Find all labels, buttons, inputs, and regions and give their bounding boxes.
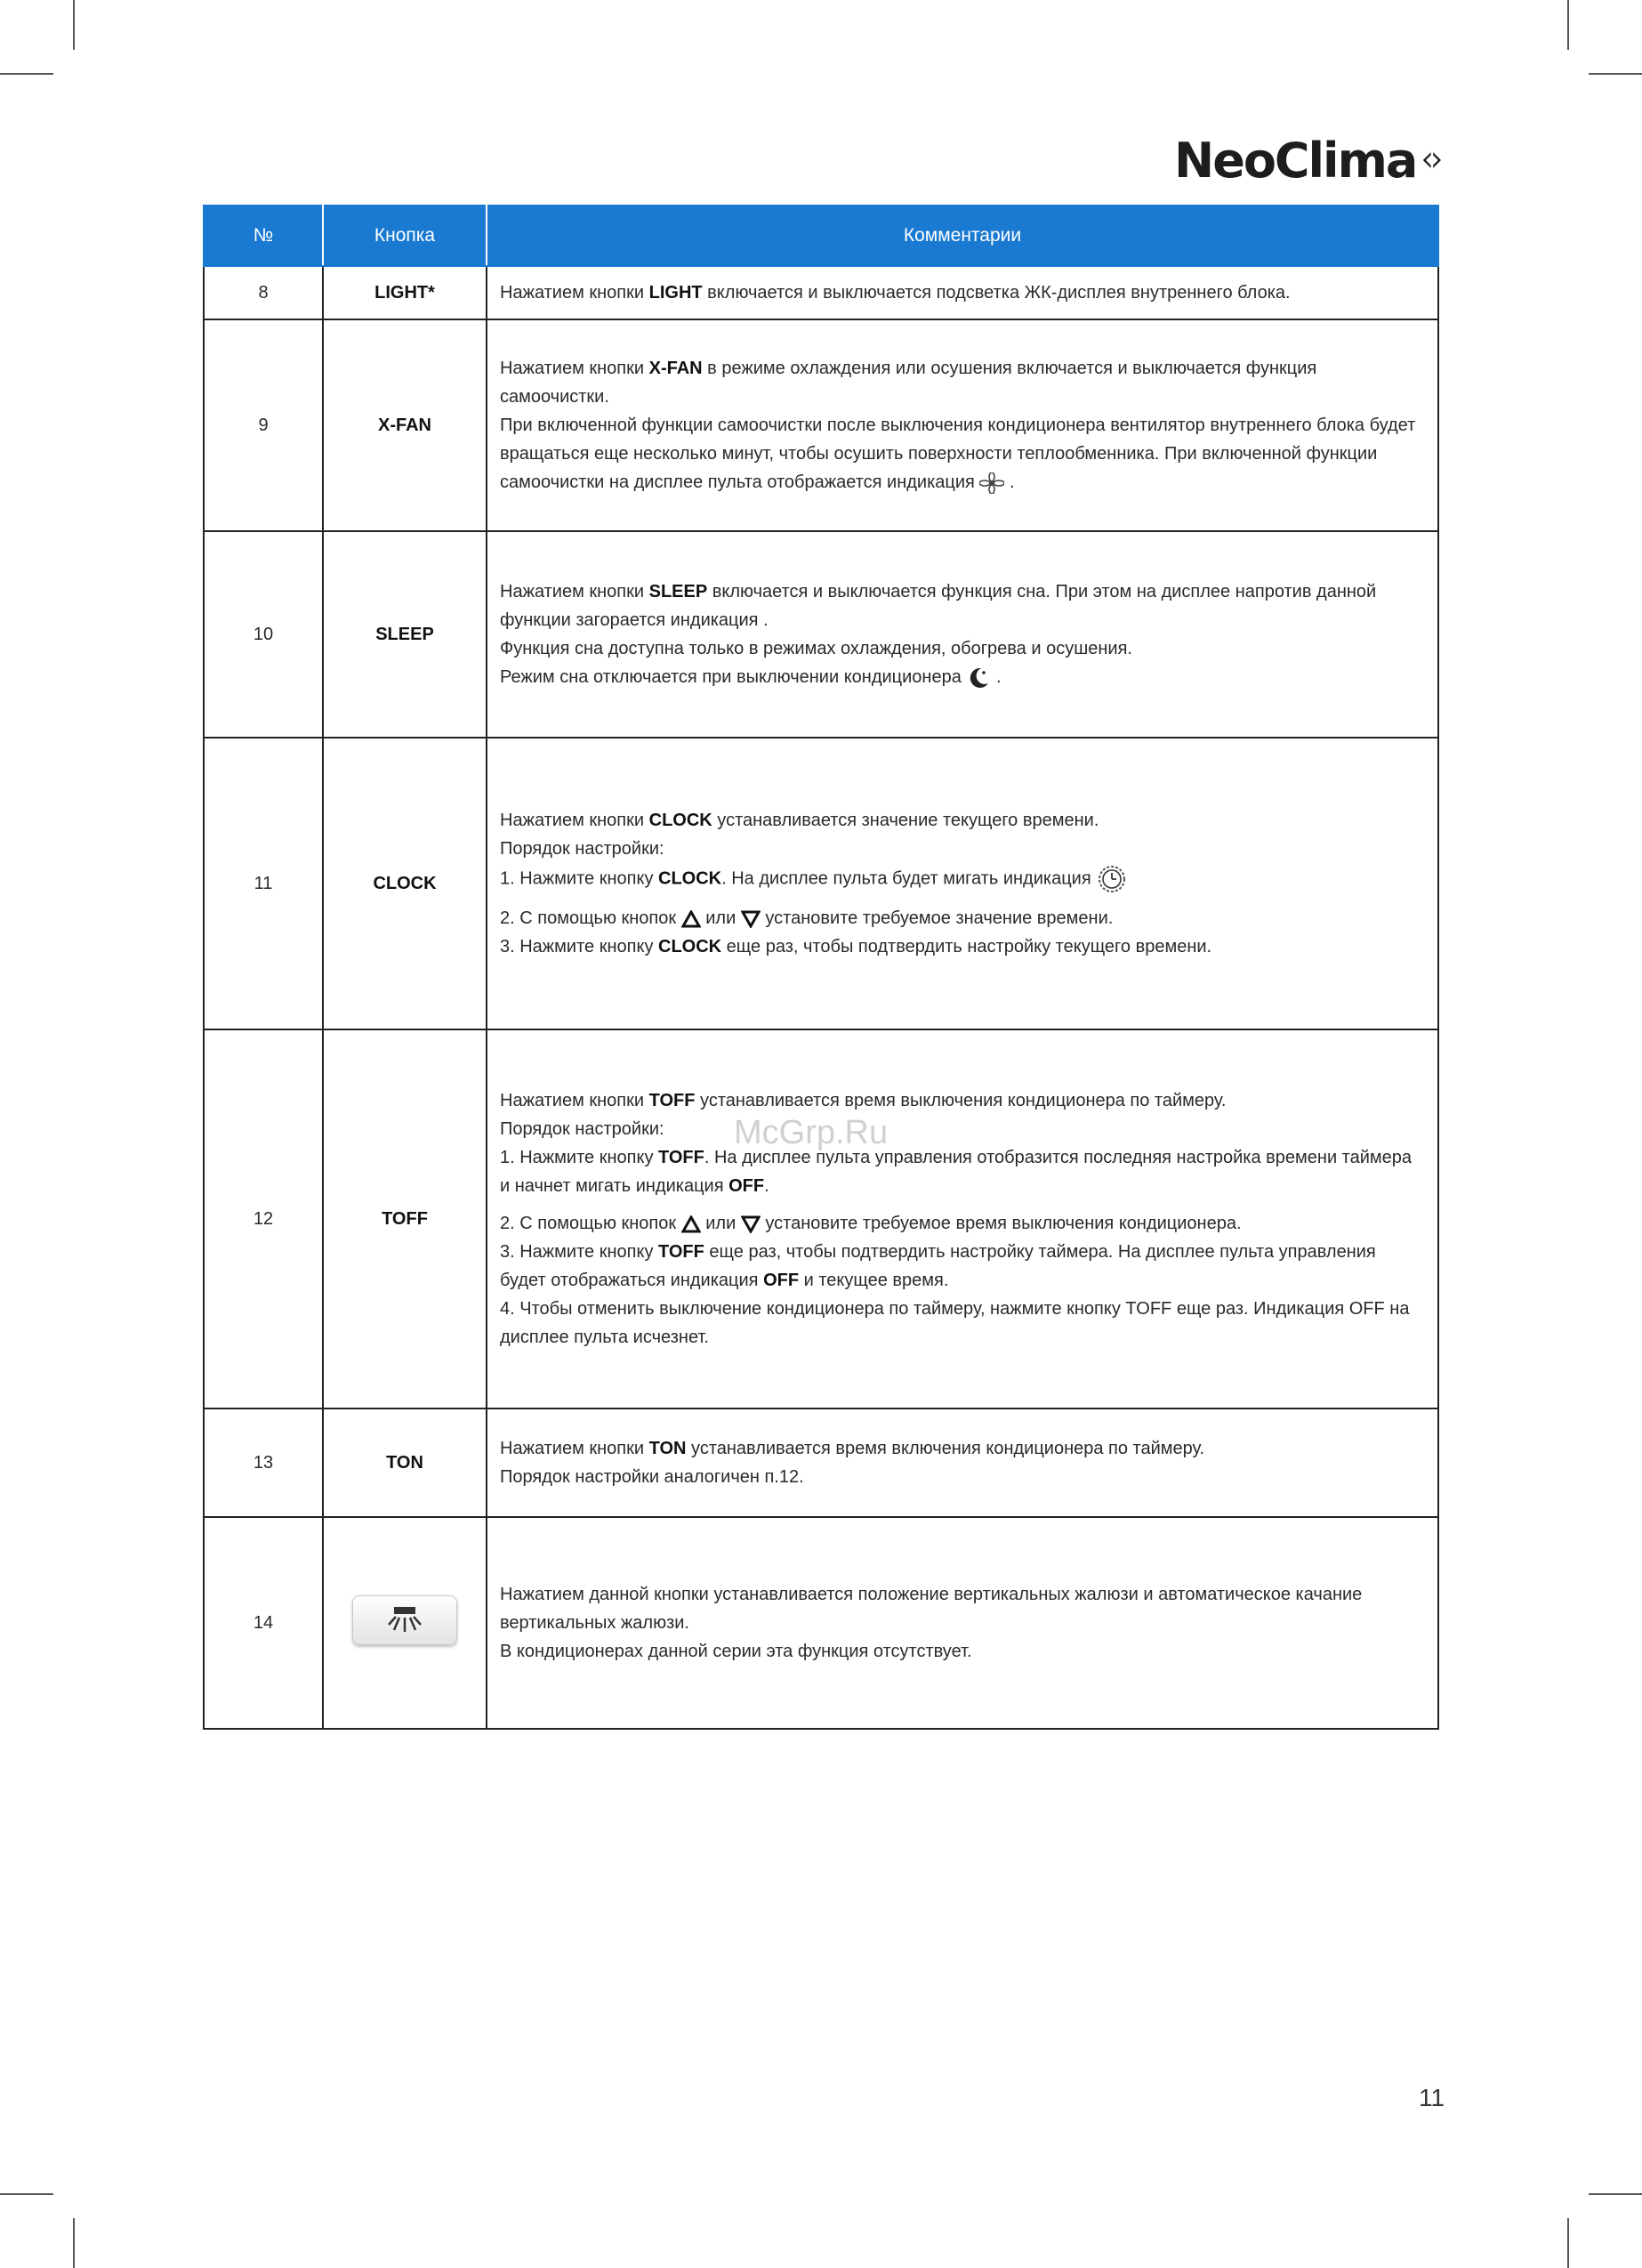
row-comment: Нажатием кнопки CLOCK устанавливается значение текущего времени. Порядок настройки: 1. Нажмите кнопку CLOCK. На дисплее пульта будет мигать индикация 2. С помощью кнопок или установите требуемое значение времени. 3. Нажмите кнопку CLOCK еще раз, чтобы подтвердить настройку текущего времени. (487, 738, 1438, 1029)
table-row (204, 1408, 1438, 1517)
row-comment: Нажатием данной кнопки устанавливается положение вертикальных жалюзи и автоматическое качание вертикальных жалюзи. В кондиционерах данной серии эта функция отсутствует. (487, 1517, 1438, 1729)
button-name: X-FAN (323, 319, 487, 531)
button-name: TOFF (323, 1029, 487, 1408)
crop-mark (0, 2193, 53, 2195)
row-number: 12 (204, 1029, 323, 1408)
row-comment: Нажатием кнопки LIGHT включается и выключается подсветка ЖК-дисплея внутреннего блока. (487, 266, 1438, 319)
header-comments: Комментарии (487, 206, 1438, 266)
table-row (204, 531, 1438, 738)
row-comment: Нажатием кнопки TON устанавливается время включения кондиционера по таймеру. Порядок настройки аналогичен п.12. (487, 1408, 1438, 1517)
triangle-down-icon (741, 910, 761, 928)
swing-louver-icon (387, 1605, 423, 1635)
buttons-table (203, 205, 1439, 1730)
header-button: Кнопка (323, 206, 487, 266)
table-row (204, 1517, 1438, 1729)
button-image-cell (323, 1517, 487, 1729)
brand-logo (1174, 125, 1441, 196)
triangle-down-icon (741, 1215, 761, 1233)
crop-mark (1589, 73, 1642, 75)
fan-icon (979, 472, 1004, 494)
triangle-up-icon (681, 910, 701, 928)
watermark: McGrp.Ru (734, 1114, 889, 1151)
row-number: 11 (204, 738, 323, 1029)
page-number: 11 (1419, 2084, 1445, 2111)
row-comment: Нажатием кнопки X-FAN в режиме охлаждения или осушения включается и выключается функция самоочистки. При включенной функции самоочистки после выключения кондиционера вентилятор внутреннего блока будет вращаться еще несколько минут, чтобы осушить поверхности теплообменника. При включенной функции самоочистки на дисплее пульта отображается индикация . (487, 319, 1438, 531)
triangle-up-icon (681, 1215, 701, 1233)
header-no: № (204, 206, 323, 266)
row-number: 9 (204, 319, 323, 531)
crop-mark (73, 0, 75, 50)
button-name: LIGHT* (323, 266, 487, 319)
row-number: 10 (204, 531, 323, 738)
row-comment: Нажатием кнопки SLEEP включается и выключается функция сна. При этом на дисплее напротив данной функции загорается индикация . Функция сна доступна только в режимах охлаждения, обогрева и осушения. Режим сна отключается при выключении кондиционера . (487, 531, 1438, 738)
swing-button-image (352, 1595, 457, 1645)
moon-icon (966, 666, 991, 690)
table-row (204, 1029, 1438, 1408)
crop-mark (1589, 2193, 1642, 2195)
button-name: TON (323, 1408, 487, 1517)
crop-mark (73, 2218, 75, 2268)
button-name: CLOCK (323, 738, 487, 1029)
crop-mark (1567, 0, 1569, 50)
crop-mark (1567, 2218, 1569, 2268)
row-number: 14 (204, 1517, 323, 1729)
row-number: 8 (204, 266, 323, 319)
button-name: SLEEP (323, 531, 487, 738)
table-row (204, 319, 1438, 531)
table-row (204, 266, 1438, 319)
logo-text: NeoClima (1174, 132, 1417, 189)
row-number: 13 (204, 1408, 323, 1517)
logo-diamond-icon (1423, 134, 1441, 186)
crop-mark (0, 73, 53, 75)
table-header-row (204, 206, 1438, 266)
row-comment: Нажатием кнопки TOFF устанавливается время выключения кондиционера по таймеру. Порядок настройки: 1. Нажмите кнопку TOFF. На дисплее пульта управления отобразится последняя настройка времени таймера и начнет мигать индикация OFF. 2. С помощью кнопок или установите требуемое время выключения кондиционера. 3. Нажмите кнопку TOFF еще раз, чтобы подтвердить настройку таймера. На дисплее пульта управления будет отображаться индикация OFF и текущее время. 4. Чтобы отменить выключение кондиционера по таймеру, нажмите кнопку TOFF еще раз. Индикация OFF на дисплее пульта исчезнет. (487, 1029, 1438, 1408)
clock-icon (1096, 863, 1128, 895)
table-row (204, 738, 1438, 1029)
